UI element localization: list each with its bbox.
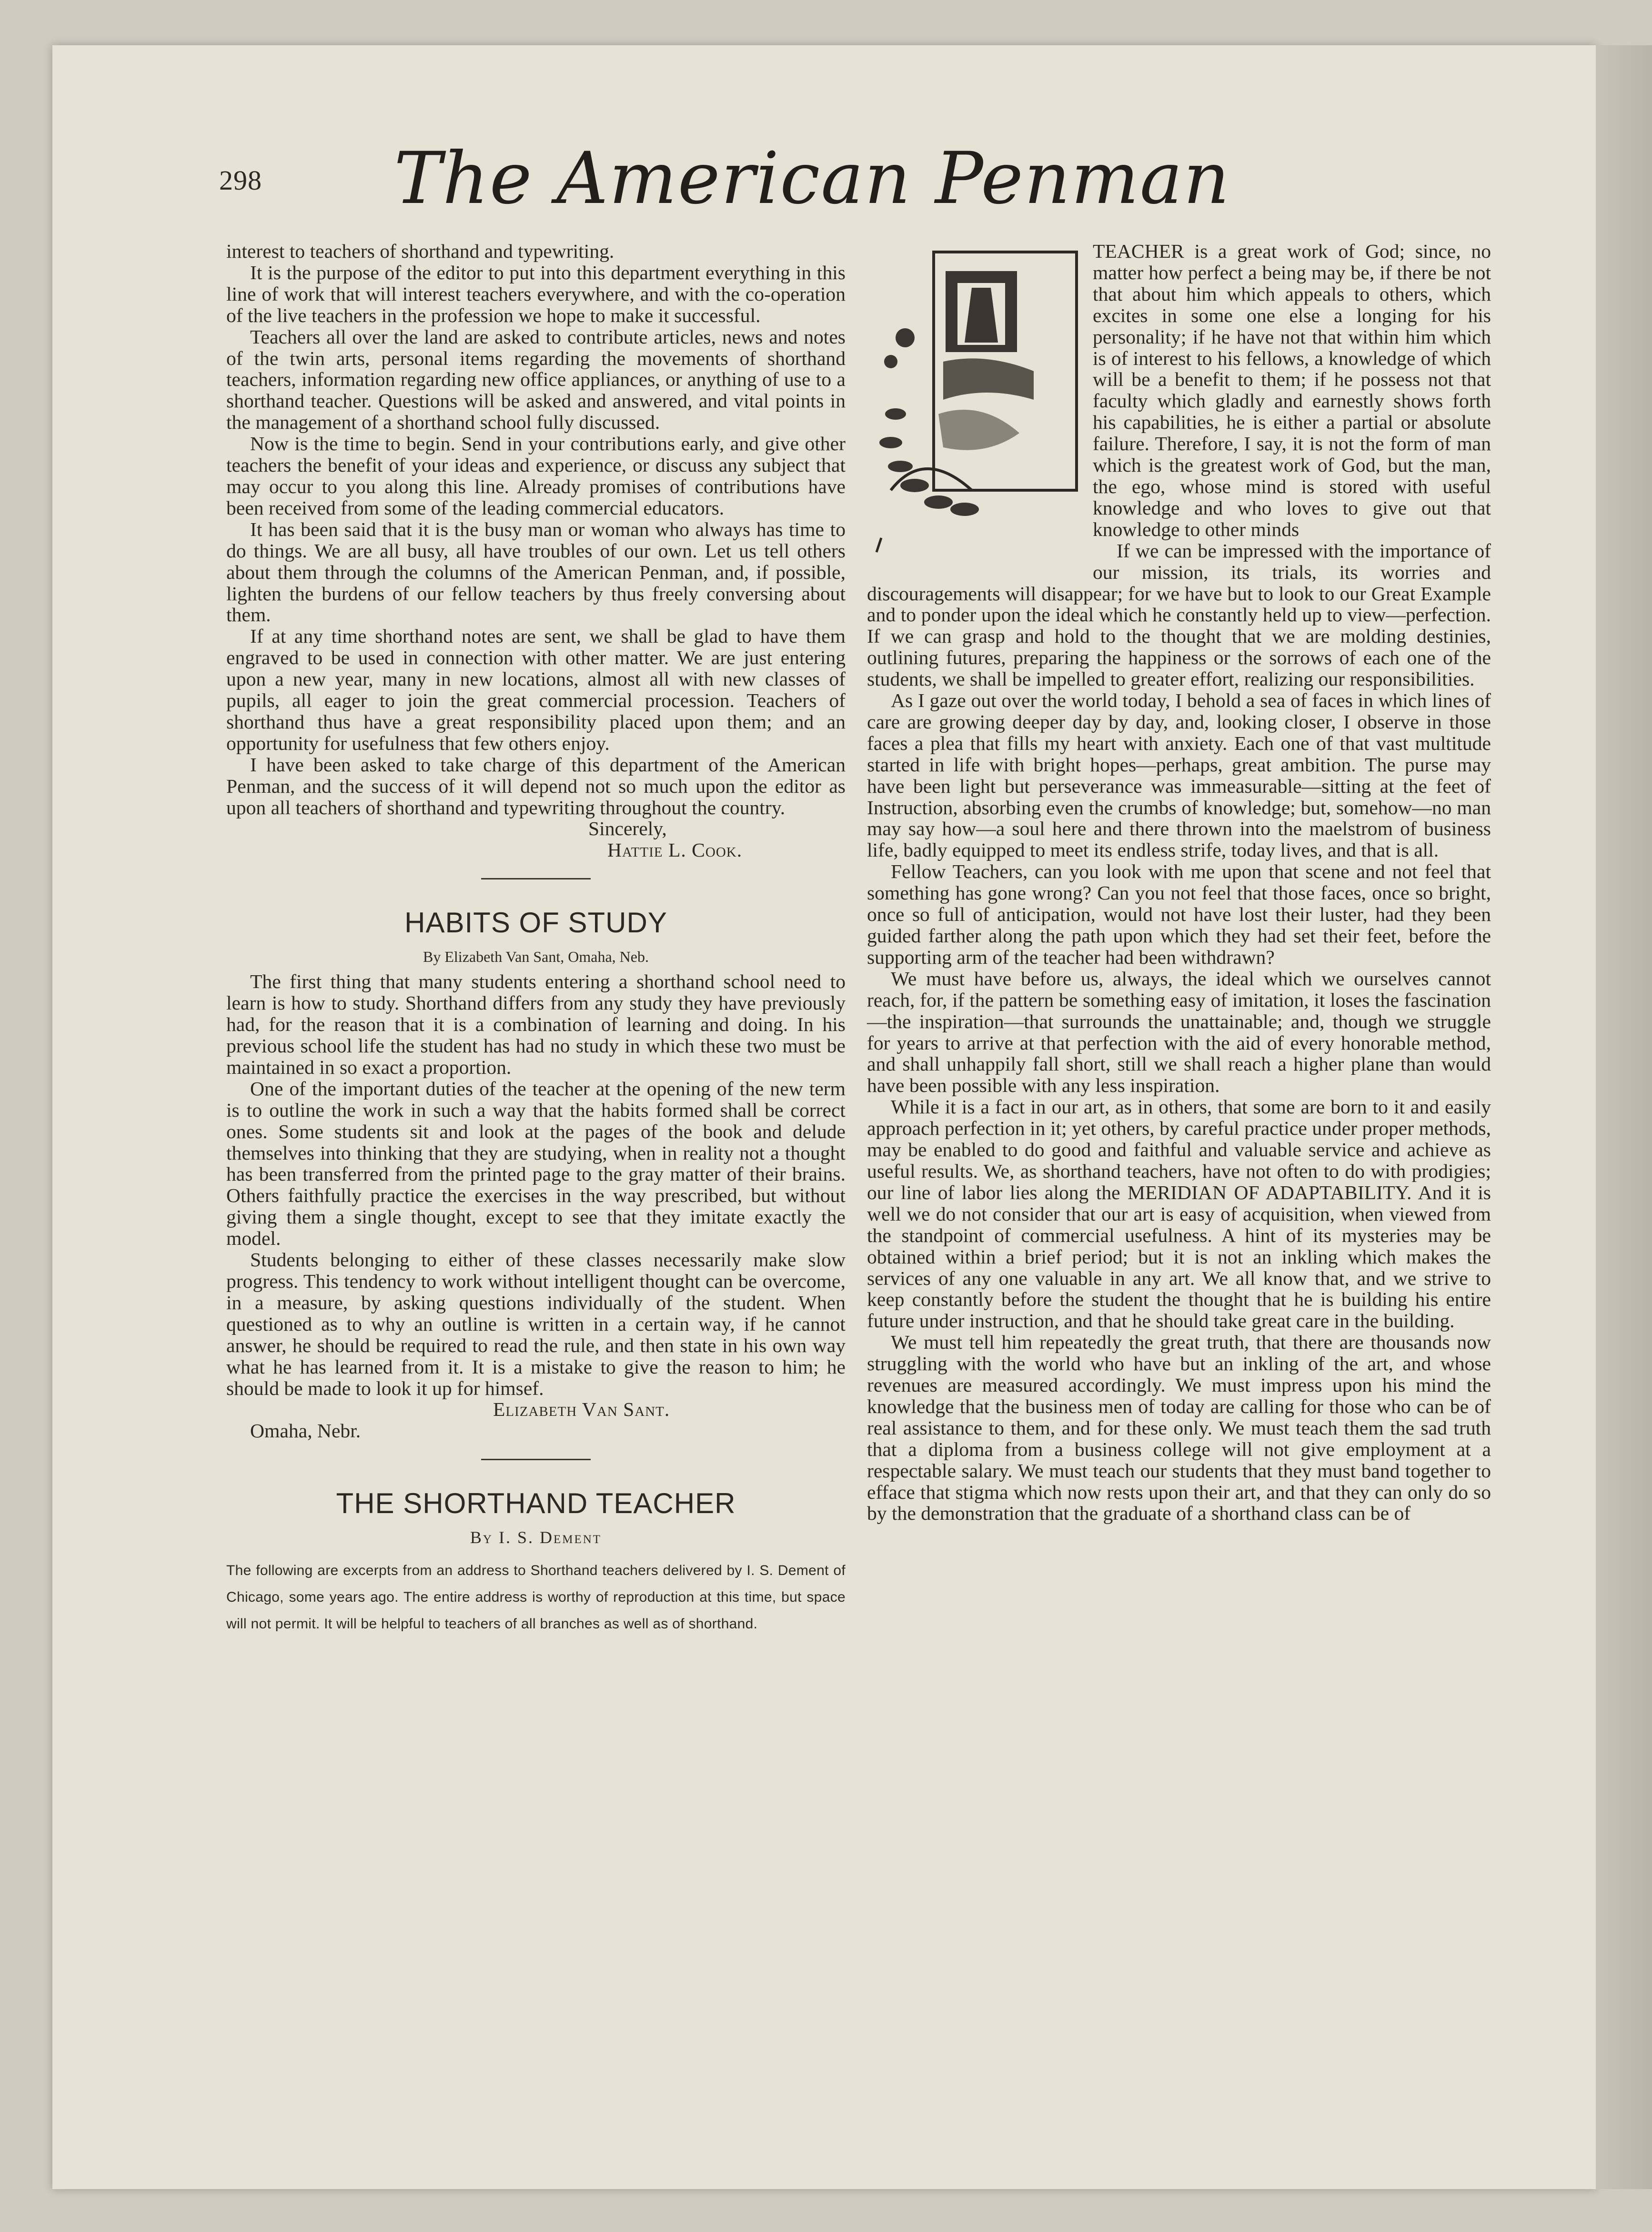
paragraph: If at any time shorthand notes are sent, we shall be glad to have them engraved to be used in connection with other matter. We are just entering upon a new year, many in new locations, almost all with new classes of pupils, all eager to join the great commercial procession. Teachers of shorthand thus have a great responsibility placed upon them; and an opportunity for usefulness that few others enjoy. — [226, 625, 846, 754]
masthead-title: The American Penman — [394, 137, 1230, 220]
paragraph: interest to teachers of shorthand and typewriting. — [226, 240, 614, 262]
article-byline: By I. S. Dement — [470, 1528, 602, 1547]
teacher-illustration — [862, 242, 1086, 562]
signature — [226, 1399, 846, 1420]
paragraph: If we can be impressed with the importance of our mission, its trials, its worries and discouragements will disappear; for we have but to look to our Great Example and to ponder upon the ideal which he constantly held up to view—perfection. If we can grasp and hold to the thought that we are molding destinies, outlining futures, preparing the happiness or the sorrows of each one of the students, we shall be impelled to greater effort, realizing our responsibilities. — [867, 539, 1491, 690]
paragraph: I have been asked to take charge of this department of the American Penman, and the success of it will depend not so much upon the editor as upon all teachers of shorthand and typewriting throughout the country. — [226, 753, 846, 818]
paragraph: It is the purpose of the editor to put into this department everything in this line of work that will interest teachers everywhere, and with the co-operation of the live teachers in the profession we hope to make it successful. — [226, 261, 846, 326]
paragraph: We must tell him repeatedly the great truth, that there are thousands now struggling with the world who have but an inkling of the art, and whose revenues are measured accordingly. We must impress upon his mind the knowledge that the business men of today are calling for those who can be of real assistance to them, and for these only. We must teach them the sad truth that a diploma from a business college will not give employment at a respectable salary. We must teach our students that they must band together to efface that stigma which now rests upon their art, and that they can only do so by the demonstration that the graduate of a shorthand class can be of — [867, 1331, 1491, 1525]
section-divider — [481, 878, 591, 879]
paragraph: As I gaze out over the world today, I behold a sea of faces in which lines of care are growing deeper day by day, and, looking closer, I observe in those faces a plea that fills my heart with anxiety. Each one of that vast multitude started in life with bright hopes—perhaps, great ambition. The purse may have been light but perseverance was immeasurable—sitting at the feet of Instruction, absorbing even the crumbs of knowledge; but, somehow—no man may say how—a soul here and there thrown into the maelstrom of business life, badly equipped to meet its endless strife, today lives, and that is all. — [867, 689, 1491, 861]
paragraph: One of the important duties of the teacher at the opening of the new term is to outline the work in such a way that the habits formed shall be correct ones. Some students sit and look at the pages of the book and delude themselves into thinking that they are studying, when in reality not a thought has been transferred from the printed page to the gray matter of their brains. Others faithfully practice the exercises in the way prescribed, but without giving them a single thought, except to see that they imitate exactly the model. — [226, 1077, 846, 1250]
paragraph: We must have before us, always, the ideal which we ourselves cannot reach, for, if the pattern be something easy of imitation, it loses the fascination—the inspiration—that surrounds the unattainable; and, though we struggle for years to arrive at that perfection with the aid of every honorable method, and shall unhappily fall short, still we shall reach a higher plane than would have been possible with any less inspiration. — [867, 967, 1491, 1097]
closing: Sincerely, — [588, 818, 667, 840]
right-column — [867, 241, 1491, 1524]
paragraph: Teachers all over the land are asked to contribute articles, news and notes of the twin arts, personal items regarding the movements of shorthand teachers, information regarding new office appliances, or anything of use to a shorthand teacher. Questions will be asked and answered, and vital points in the management of a shorthand school fully discussed. — [226, 325, 846, 434]
left-column — [226, 241, 846, 1637]
paragraph: It has been said that it is the busy man or woman who always has time to do things. We are all busy, all have troubles of our own. Let us tell others about them through the columns of the American Penman, and, if possible, lighten the burdens of our fellow teachers by thus freely conversing about them. — [226, 518, 846, 626]
article-title-teacher: THE SHORTHAND TEACHER — [336, 1487, 736, 1520]
paragraph: Fellow Teachers, can you look with me upon that scene and not feel that something has gone wrong? Can you not feel that those faces, once so bright, once so full of anticipation, would not have lost their luster, had they been guided farther along the path upon which they had set their feet, before the supporting arm of the teacher had been withdrawn? — [867, 860, 1491, 968]
paragraph: Now is the time to begin. Send in your contributions early, and give other teachers the benefit of your ideas and experience, or discuss any subject that may occur to you along this line. Already promises of contributions have been received from some of the leading commercial educators. — [226, 433, 846, 519]
article-title-habits: HABITS OF STUDY — [404, 907, 667, 939]
page-number: 298 — [219, 165, 262, 196]
paragraph: Students belonging to either of these classes necessarily make slow progress. This tendency to work without intelligent thought can be overcome, in a measure, by asking questions individually of the student. When questioned as to why an outline is written in a certain way, if he cannot answer, he should be required to read the rule, and then state in his own way what he has learned from it. It is a mistake to give the reason to him; he should be made to look it up for himsef. — [226, 1249, 846, 1399]
page-edge — [1596, 45, 1652, 2189]
place-line: Omaha, Nebr. — [250, 1420, 361, 1442]
article-excerpt: The following are excerpts from an address to Shorthand teachers delivered by I. S. Dement of Chicago, some years ago. The entire address is worthy of reproduction at this time, but space will not permit. It will be helpful to teachers of all branches as well as of shorthand. — [226, 1563, 846, 1632]
ornamental-drop-cap-icon — [862, 242, 1086, 562]
signature-text: Elizabeth Van Sant. — [493, 1398, 670, 1421]
lead-paragraph: TEACHER is a great work of God; since, no matter how perfect a being may be, if there be not that about him which appeals to others, which excites in some one else a longing for his personality; if he have not that within him which is of interest to his fellows, a knowledge of which will be a benefit to them; if he possess not that faculty which gladly and earnestly shows forth his capabilities, he is either a partial or absolute failure. Therefore, I say, it is not the form of man which is the greatest work of God, but the man, the ego, whose mind is stored with useful knowledge and who loves to give out that knowledge to other minds — [1093, 240, 1491, 540]
masthead — [324, 133, 1300, 224]
section-divider — [481, 1459, 591, 1460]
article-byline: By Elizabeth Van Sant, Omaha, Neb. — [423, 948, 649, 966]
paragraph: The first thing that many students entering a shorthand school need to learn is how to study. Shorthand differs from any study they have previously had, for the reason that it is a combination of learning and doing. In his previous school life the student has had no study in which these two must be maintained in so exact a proportion. — [226, 970, 846, 1078]
paragraph: While it is a fact in our art, as in others, that some are born to it and easily approach perfection in it; yet others, by careful practice under proper methods, may be enabled to do good and faithful and valuable service and achieve as useful results. We, as shorthand teachers, have not often to do with prodigies; our line of labor lies along the MERIDIAN OF ADAPTABILITY. And it is well we do not consider that our art is easy of acquisition, when viewed from the standpoint of commercial usefulness. A hint of its mysteries may be obtained within a brief period; but it is not an inkling which makes the services of any one valuable in any art. We all know that, and we strive to keep constantly before the student the thought that he is building his entire future under instruction, and that he should take great care in the building. — [867, 1096, 1491, 1332]
signature: Hattie L. Cook. — [607, 839, 743, 861]
